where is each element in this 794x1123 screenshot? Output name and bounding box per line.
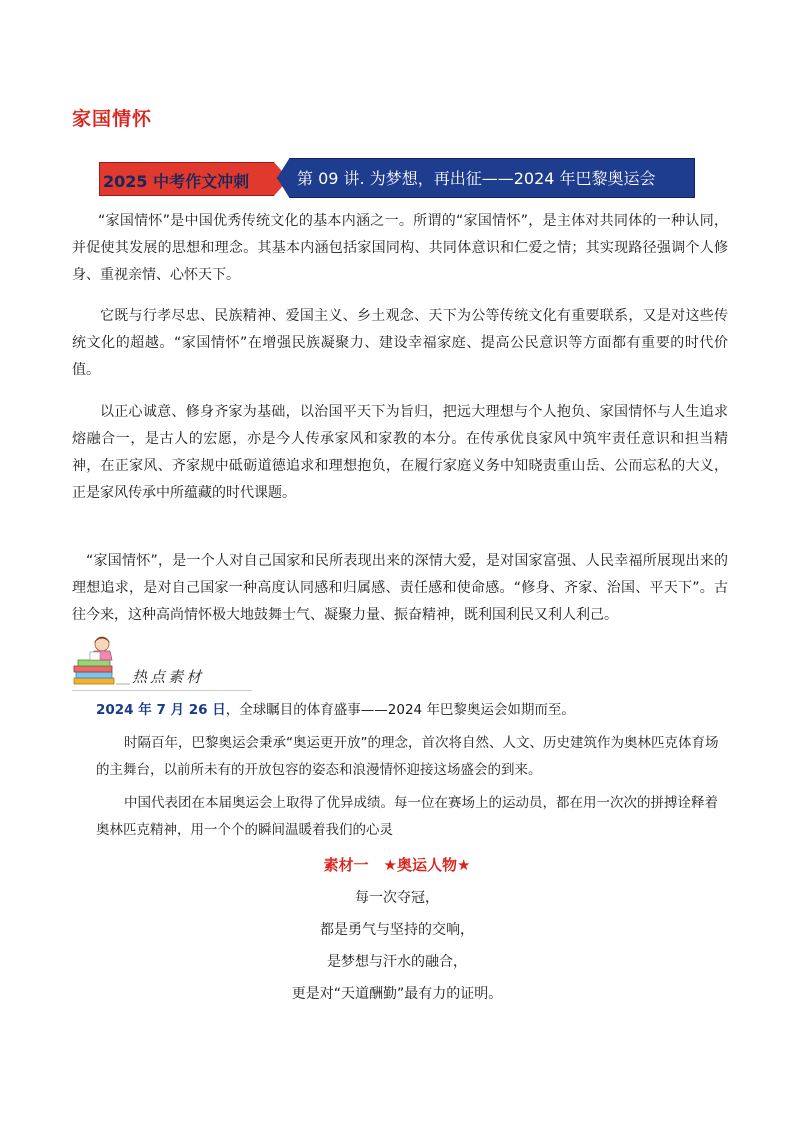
reading-girl-books-icon <box>72 634 132 690</box>
poem-line-3: 是梦想与汗水的融合， <box>327 954 467 970</box>
poem-line-4: 更是对“天道酬勤”最有力的证明。 <box>291 986 503 1002</box>
lesson-banner <box>99 158 693 196</box>
poem-line-1: 每一次夺冠， <box>355 890 439 906</box>
intro-paragraph-3: 以正心诚意、修身齐家为基础，以治国平天下为旨归，把远大理想与个人抱负、家国情怀与人生追求熔融合一，是古人的宏愿，亦是今人传承家风和家教的本分。在传承优良家风中筑牢责任意识和担当精神，在正家风、齐家规中砥砺道德追求和理想抱负，在履行家庭义务中知晓责重山岳、公而忘私的大义，正是家风传承中所蕴藏的时代课题。 <box>72 404 728 501</box>
banner-right-label: 第 09 讲. 为梦想，再出征——2024 年巴黎奥运会 <box>297 169 656 188</box>
hot-material-paragraph-1 <box>96 697 728 724</box>
event-date: 2024 年 7 月 26 日 <box>96 702 226 718</box>
poem-line-2: 都是勇气与坚持的交响， <box>320 922 474 938</box>
banner-left-label: 2025 中考作文冲刺 <box>103 172 250 191</box>
intro-paragraph-1: “家国情怀”是中国优秀传统文化的基本内涵之一。所谓的“家国情怀”，是主体对共同体的一种认同，并促使其发展的思想和理念。其基本内涵包括家国同构、共同体意识和仁爱之情；其实现路径强调个人修身、重视亲情、心怀天下。 <box>72 213 728 283</box>
intro-paragraph-2: 它既与行孝尽忠、民族精神、爱国主义、乡土观念、天下为公等传统文化有重要联系，又是对这些传统文化的超越。“家国情怀”在增强民族凝聚力、建设幸福家庭、提高公民意识等方面都有重要的时代价值。 <box>72 308 728 378</box>
hot-material-paragraph-3: 中国代表团在本届奥运会上取得了优异成绩。每一位在赛场上的运动员，都在用一次次的拼搏诠释着奥林匹克精神，用一个个的瞬间温暖着我们的心灵 <box>96 795 718 838</box>
hot-material-label: 热点素材 <box>132 668 205 686</box>
intro-paragraph-4: “家国情怀”，是一个人对自己国家和民所表现出来的深情大爱，是对国家富强、人民幸福所展现出来的理想追求，是对自己国家一种高度认同感和归属感、责任感和使命感。“修身、齐家、治国、平天下”。古往今来，这种高尚情怀极大地鼓舞士气、凝聚力量、振奋精神，既利国利民又利人利己。 <box>72 553 728 623</box>
hot-material-divider <box>72 690 252 691</box>
hot-material-paragraph-2: 时隔百年，巴黎奥运会秉承“奥运更开放”的理念，首次将自然、人文、历史建筑作为奥林匹克体育场的主舞台，以前所未有的开放包容的姿态和浪漫情怀迎接这场盛会的到来。 <box>96 735 719 778</box>
section-title: 家国情怀 <box>72 108 153 130</box>
material-one-title: 素材一 ★奥运人物★ <box>323 856 471 874</box>
event-intro-text: ，全球瞩目的体育盛事——2024 年巴黎奥运会如期而至。 <box>225 702 575 718</box>
